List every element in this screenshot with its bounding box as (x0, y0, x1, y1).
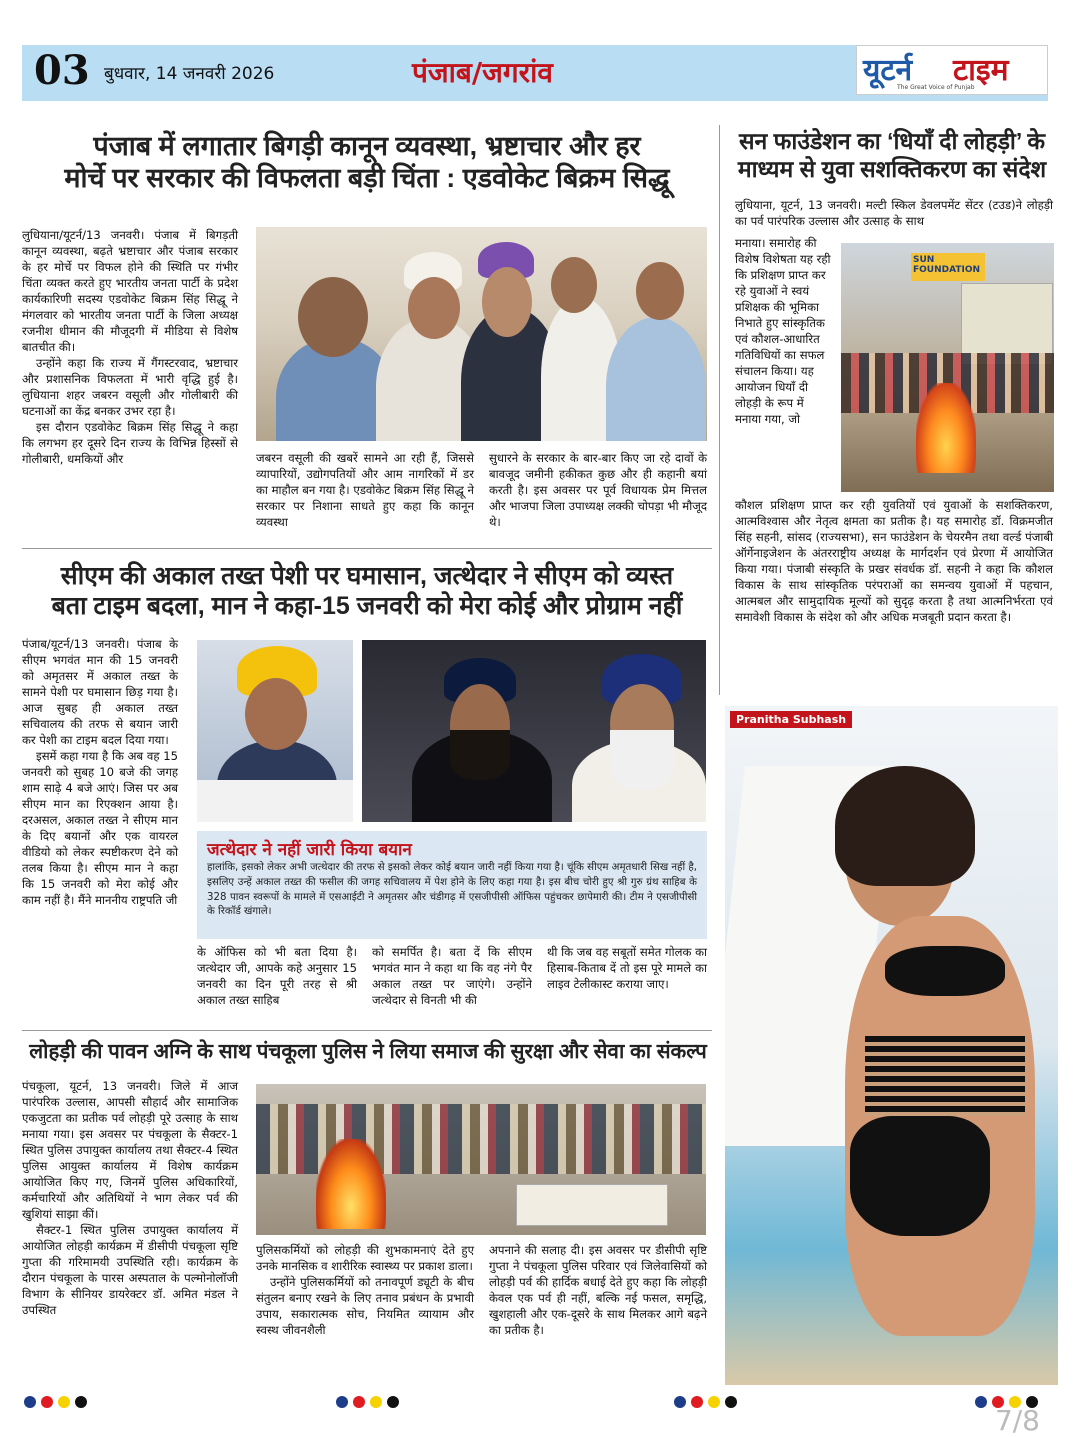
registration-dots (24, 1396, 87, 1408)
story2-para1: लुधियाना, यूटर्न, 13 जनवरी। मल्टी स्किल डेवलपमेंट सेंटर (टउड)ने लोहड़ी का पर्व पारंपरिक उल्लास और उत्साह के साथ (735, 198, 1053, 228)
sun-foundation-sign: SUN FOUNDATION (911, 253, 985, 281)
celebrity-photo (725, 706, 1058, 1385)
logo-part2: टाइम (953, 53, 1009, 88)
story2-photo (841, 243, 1054, 492)
story1-para3: इस दौरान एडवोकेट बिक्रम सिंह सिद्धू ने कहा कि लगभग हर दूसरे दिन राज्य के विभिन्न हिस्सों से गोलीबारी, धमकियों और (22, 419, 238, 466)
story3-column2 (197, 945, 357, 1009)
box-body: हालांकि, इसको लेकर अभी जत्थेदार की तरफ से इसको लेकर कोई बयान जारी नहीं किया गया है। चूंकि सीएम अमृतधारी सिख नहीं है, इसलिए उन्हें अकाल तख्त की फसील की जगह सचिवालय में पेश होने के लिए कहा गया है। इस बीच चोरी हुए श्री गुरु ग्रंथ साहिब के 328 पावन स्वरूपों के मामले में एसआईटी ने अमृतसर और चंडीगढ़ में एसजीपीसी ऑफिस पहुंचकर छापेमारी की। टीम ने एसजीपीसी के रिकॉर्ड खंगाले। (207, 862, 697, 918)
story4-para1: पंचकूला, यूटर्न, 13 जनवरी। जिले में आज पारंपरिक उल्लास, आपसी सौहार्द और सामाजिक एकजुटता का प्रतीक पर्व लोहड़ी पूरे उत्साह के साथ मनाया गया। इस अवसर पर पंचकूला के सैक्टर-1 स्थित पुलिस उपायुक्त कार्यालय तथा सैक्टर-4 स्थित पुलिस आयुक्त कार्यालय में विशेष कार्यक्रम आयोजित किए गए, जिनमें पुलिस अधिकारियों, कर्मचारियों और अतिथियों ने भाग लेकर पर्व की खुशियां साझा कीं। (22, 1079, 238, 1221)
story3-para1: पंजाब/यूटर्न/13 जनवरी। पंजाब के सीएम भगवंत मान की 15 जनवरी को अमृतसर में अकाल तख्त के सामने पेशी पर घमासान छिड़ गया है। आज सुबह ही अकाल तख्त सचिवालय की तरफ से बयान जारी कर पेशी का टाइम बदल दिया गया। (22, 637, 178, 747)
story4-photo (256, 1084, 706, 1235)
story4-headline: लोहड़ी की पावन अग्नि के साथ पंचकूला पुलिस ने लिया समाज की सुरक्षा और सेवा का संकल्प (29, 1040, 707, 1063)
story4-column2 (256, 1243, 474, 1339)
section-title: पंजाब/जगरांव (412, 56, 553, 89)
story2-para2: मनाया। समारोह की विशेष विशेषता यह रही कि प्रशिक्षण प्राप्त कर रहे युवाओं ने स्वयं प्रशिक्षक की भूमिका निभाते हुए सांस्कृतिक एवं कौशल-आधारित गतिविधियों का सफल संचालन किया। यह आयोजन धियाँ दी लोहड़ी के रूप में मनाया गया, जो (735, 236, 831, 426)
logo-part1: यूटर्न (863, 53, 913, 88)
story2-para3: कौशल प्रशिक्षण प्राप्त कर रही युवतियों एवं युवाओं के सशक्तिकरण, आत्मविश्वास और नेतृत्व क्षमता का प्रतीक है। यह समारोह डॉ. विक्रमजीत सिंह सहनी, सांसद (राज्यसभा), सन फाउंडेशन के चेयरमैन तथा वर्ल्ड पंजाबी ऑर्गेनाइजेशन के अंतरराष्ट्रीय अध्यक्ष के मार्गदर्शन एवं प्रेरणा में आयोजित किया गया। पंजाबी संस्कृति के प्रखर संवर्धक डॉ. सहनी ने कहा कि कौशल विकास के साथ सांस्कृतिक परंपराओं का समन्वय युवाओं में पहचान, आत्मबल और सामुदायिक मूल्यों को सुदृढ़ करता है तथा आत्मनिर्भरता एवं समावेशी विकास के संदेश को और अधिक मजबूती प्रदान करता है। (735, 498, 1053, 624)
story2-headline (727, 128, 1057, 183)
story3-column4 (547, 945, 707, 993)
issue-date: बुधवार, 14 जनवरी 2026 (104, 64, 275, 84)
photo-caption-tag: Pranitha Subhash (730, 711, 852, 728)
story2-headline-line2: माध्यम से युवा सशक्तिकरण का संदेश (737, 155, 1047, 182)
story1-para5: सुधारने के सरकार के बार-बार किए जा रहे दावों के बावजूद जमीनी हकीकत कुछ और ही कहानी बयां करती है। इस अवसर पर पूर्व विधायक प्रेम मित्तल और भाजपा जिला उपाध्यक्ष लक्की चोपड़ा भी मौजूद थे। (489, 451, 707, 529)
story1-para2: उन्होंने कहा कि राज्य में गैंगस्टरवाद, भ्रष्टाचार और प्रशासनिक विफलता में भारी वृद्धि हुई है। लुधियाना शहर जबरन वसूली और गोलीबारी की घटनाओं का केंद्र बनकर उभर रहा है। (22, 355, 238, 418)
story2-rest (735, 498, 1053, 626)
story4-column1 (22, 1079, 238, 1319)
column-divider (719, 125, 720, 695)
section-divider (22, 1030, 712, 1031)
story1-para1: लुधियाना/यूटर्न/13 जनवरी। पंजाब में बिगड़ती कानून व्यवस्था, बढ़ते भ्रष्टाचार और पंजाब सरकार के हर मोर्चे पर विफल होने की स्थिति पर गंभीर चिंता व्यक्त करते हुए भारतीय जनता पार्टी के प्रदेश कार्यकारिणी सदस्य एडवोकेट बिक्रम सिंह सिद्धू ने मंगलवार को भारतीय जनता पार्टी के जिला अध्यक्ष रजनीश धीमान की मौजूदगी में मीडिया से विशेष बातचीत की। (22, 228, 238, 354)
story3-column1 (22, 637, 178, 909)
story3-photo-cm (197, 640, 353, 822)
story4-para5: अपनाने की सलाह दी। इस अवसर पर डीसीपी सृष्टि गुप्ता ने पंचकूला पुलिस परिवार एवं जिलेवासियों को लोहड़ी पर्व की हार्दिक बधाई देते हुए कहा कि लोहड़ी केवल एक पर्व ही नहीं, बल्कि नई फसल, समृद्धि, खुशहाली और एक-दूसरे के साथ मिलकर आगे बढ़ने का प्रतीक है। (489, 1243, 707, 1337)
story4-para2: सैक्टर-1 स्थित पुलिस उपायुक्त कार्यालय में आयोजित लोहड़ी कार्यक्रम में डीसीपी पंचकूला सृष्टि गुप्ता की गरिमामयी उपस्थिति रही। कार्यक्रम के दौरान पंचकूला के पारस अस्पताल के पल्मोनोलॉजी विभाग के सीनियर डायरेक्टर डॉ. अमित मंडल ने उपस्थित (22, 1222, 238, 1317)
story1-photo (256, 227, 707, 441)
story3-headline (22, 561, 712, 621)
section-divider (22, 548, 712, 549)
story2-headline-line1: सन फाउंडेशन का ‘धियाँ दी लोहड़ी’ के (738, 128, 1046, 154)
story1-column3 (489, 451, 707, 531)
logo-tagline: The Great Voice of Punjab (897, 84, 975, 91)
registration-dots (336, 1396, 399, 1408)
story1-para4: जबरन वसूली की खबरें सामने आ रही हैं, जिससे व्यापारियों, उद्योगपतियों और आम नागरिकों में डर का माहौल बन गया है। एडवोकेट बिक्रम सिंह सिद्धू ने सरकार पर निशाना साधते हुए कहा कि कानून व्यवस्था (256, 451, 474, 529)
page-header (22, 45, 1048, 101)
story1-column1 (22, 228, 238, 468)
story3-photo-jathedar (362, 640, 706, 822)
story2-intro (735, 198, 1053, 230)
story1-headline-line1: पंजाब में लगातार बिगड़ी कानून व्यवस्था, भ्रष्टाचार और हर (93, 131, 641, 161)
story3-column3 (372, 945, 532, 1009)
page-number: 03 (34, 47, 90, 94)
story4-column3 (489, 1243, 707, 1339)
story1-headline-line2: मोर्चे पर सरकार की विफलता बड़ी चिंता : एडवोकेट बिक्रम सिद्धू (64, 163, 670, 194)
story3-para4: को समर्पित है। बता दें कि सीएम भगवंत मान ने कहा था कि वह नंगे पैर अकाल तख्त पर जाएंगे। उन्होंने जत्थेदार से विनती भी की (372, 945, 532, 1007)
registration-dots (674, 1396, 737, 1408)
box-title: जत्थेदार ने नहीं जारी किया बयान (207, 840, 412, 860)
story4-para4: उन्होंने पुलिसकर्मियों को तनावपूर्ण ड्यूटी के बीच संतुलन बनाए रखने के लिए तनाव प्रबंधन के प्रभावी उपाय, सकारात्मक सोच, नियमित व्यायाम और स्वस्थ जीवनशैली (256, 1274, 474, 1337)
story3-sidebar-box (197, 831, 707, 939)
story1-column2 (256, 451, 474, 531)
story3-headline-line2: बता टाइम बदला, मान ने कहा-15 जनवरी को मेरा कोई और प्रोग्राम नहीं (51, 592, 683, 620)
story2-side-column (735, 236, 833, 428)
story3-headline-line1: सीएम की अकाल तख्त पेशी पर घमासान, जत्थेदार ने सीएम को व्यस्त (60, 562, 674, 590)
story3-para5: थी कि जब वह सबूतों समेत गोलक का हिसाब-किताब दें तो इस पूरे मामले का लाइव टेलीकास्ट कराया जाए। (547, 945, 707, 991)
story1-headline (22, 130, 712, 195)
story4-para3: पुलिसकर्मियों को लोहड़ी की शुभकामनाएं देते हुए उनके मानसिक व शारीरिक स्वास्थ्य पर प्रकाश डाला। (256, 1243, 474, 1273)
newspaper-logo (856, 45, 1048, 95)
story3-para2: इसमें कहा गया है कि अब वह 15 जनवरी को सुबह 10 बजे की जगह शाम साढ़े 4 बजे आएं। जिस पर अब सीएम मान का रिएक्शन आया है। दरअसल, अकाल तख्त ने सीएम मान के दिए बयानों और एक वायरल वीडियो को लेकर स्पष्टीकरण देने को तलब किया है। सीएम मान ने कहा कि 15 जनवरी को मेरा कोई और काम नहीं है। मैंने माननीय राष्ट्रपति जी (22, 748, 178, 907)
page-indicator: 7/8 (994, 1404, 1040, 1437)
story3-para3: के ऑफिस को भी बता दिया है। जत्थेदार जी, आपके कहे अनुसार 15 जनवरी का दिन पूरी तरह से श्री अकाल तख्त साहिब (197, 945, 357, 1007)
